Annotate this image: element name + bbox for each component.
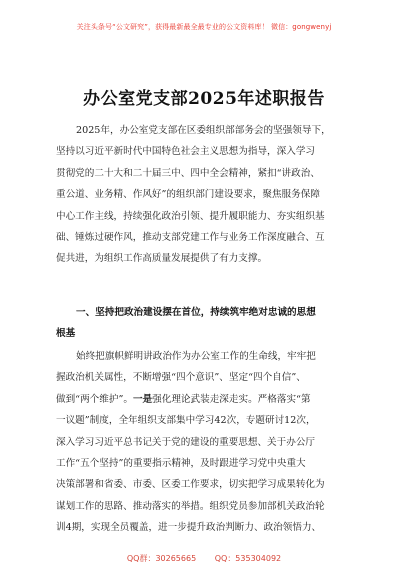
text-line: 握政治机关属性，不断增强“四个意识”、坚定“四个自信”、: [56, 372, 306, 384]
text-line: 促共进，为组织工作高质量发展提供了有力支撑。: [56, 253, 268, 265]
text-line: 工作“五个坚持”的重要指示精神，及时跟进学习党中央重大: [56, 458, 306, 470]
text-line: 2025年，办公室党支部在区委组织部部务会的坚强领导下，: [76, 125, 331, 136]
qq-group-text: QQ群：30265665: [126, 554, 197, 563]
paragraph-political: [56, 346, 360, 539]
text-line: 决策部署和省委、市委、区委工作要求，切实把学习成果转化为: [56, 479, 325, 491]
lead-marker: 一是: [132, 393, 153, 405]
text-line: 深入学习习近平总书记关于党的建设的重要思想、关于办公厅: [56, 436, 316, 448]
text-line: 中心工作主线，持续强化政治引领、提升履职能力、夯实组织基: [56, 210, 325, 222]
heading-line: 根基: [56, 328, 76, 340]
text-fragment: 做到“两个维护”。: [56, 393, 133, 405]
section-heading-1: [56, 302, 360, 345]
text-fragment: 强化理论武装走深走实。严格落实“第: [152, 393, 311, 405]
text-line: 谋划工作的思路、推动落实的举措。组织党员参加部机关政治轮: [56, 500, 325, 512]
text-line: 训4期，实现全员覆盖，进一步提升政治判断力、政治领悟力、: [56, 522, 322, 534]
text-line: [56, 389, 360, 410]
text-line: 重公道、业务精、作风好”的组织部门建设要求，聚焦服务保障: [56, 189, 320, 201]
text-line: 一议题”制度，全年组织支部集中学习42次，专题研讨12次，: [56, 415, 316, 427]
text-line: 贯彻党的二十大和二十届三中、四中全会精神，紧扣“讲政治、: [56, 167, 320, 179]
header-notice: 关注头条号“公文研究”，获得最新最全最专业的公文资料库！ 微信：gongwenyj: [76, 23, 332, 31]
heading-line: 一、坚持把政治建设摆在首位，持续筑牢绝对忠诚的思想: [76, 307, 316, 318]
footer-contact: [0, 553, 408, 564]
document-title: 办公室党支部2025年述职报告: [83, 89, 325, 109]
text-line: 础、锤炼过硬作风，推动支部党建工作与业务工作深度融合、互: [56, 232, 325, 244]
text-line: 坚持以习近平新时代中国特色社会主义思想为指导，深入学习: [56, 146, 316, 158]
text-line: 始终把旗帜鲜明讲政治作为办公室工作的生命线，牢牢把: [76, 351, 316, 362]
paragraph-intro: [56, 120, 360, 270]
qq-number-text: QQ：535304092: [214, 554, 282, 563]
